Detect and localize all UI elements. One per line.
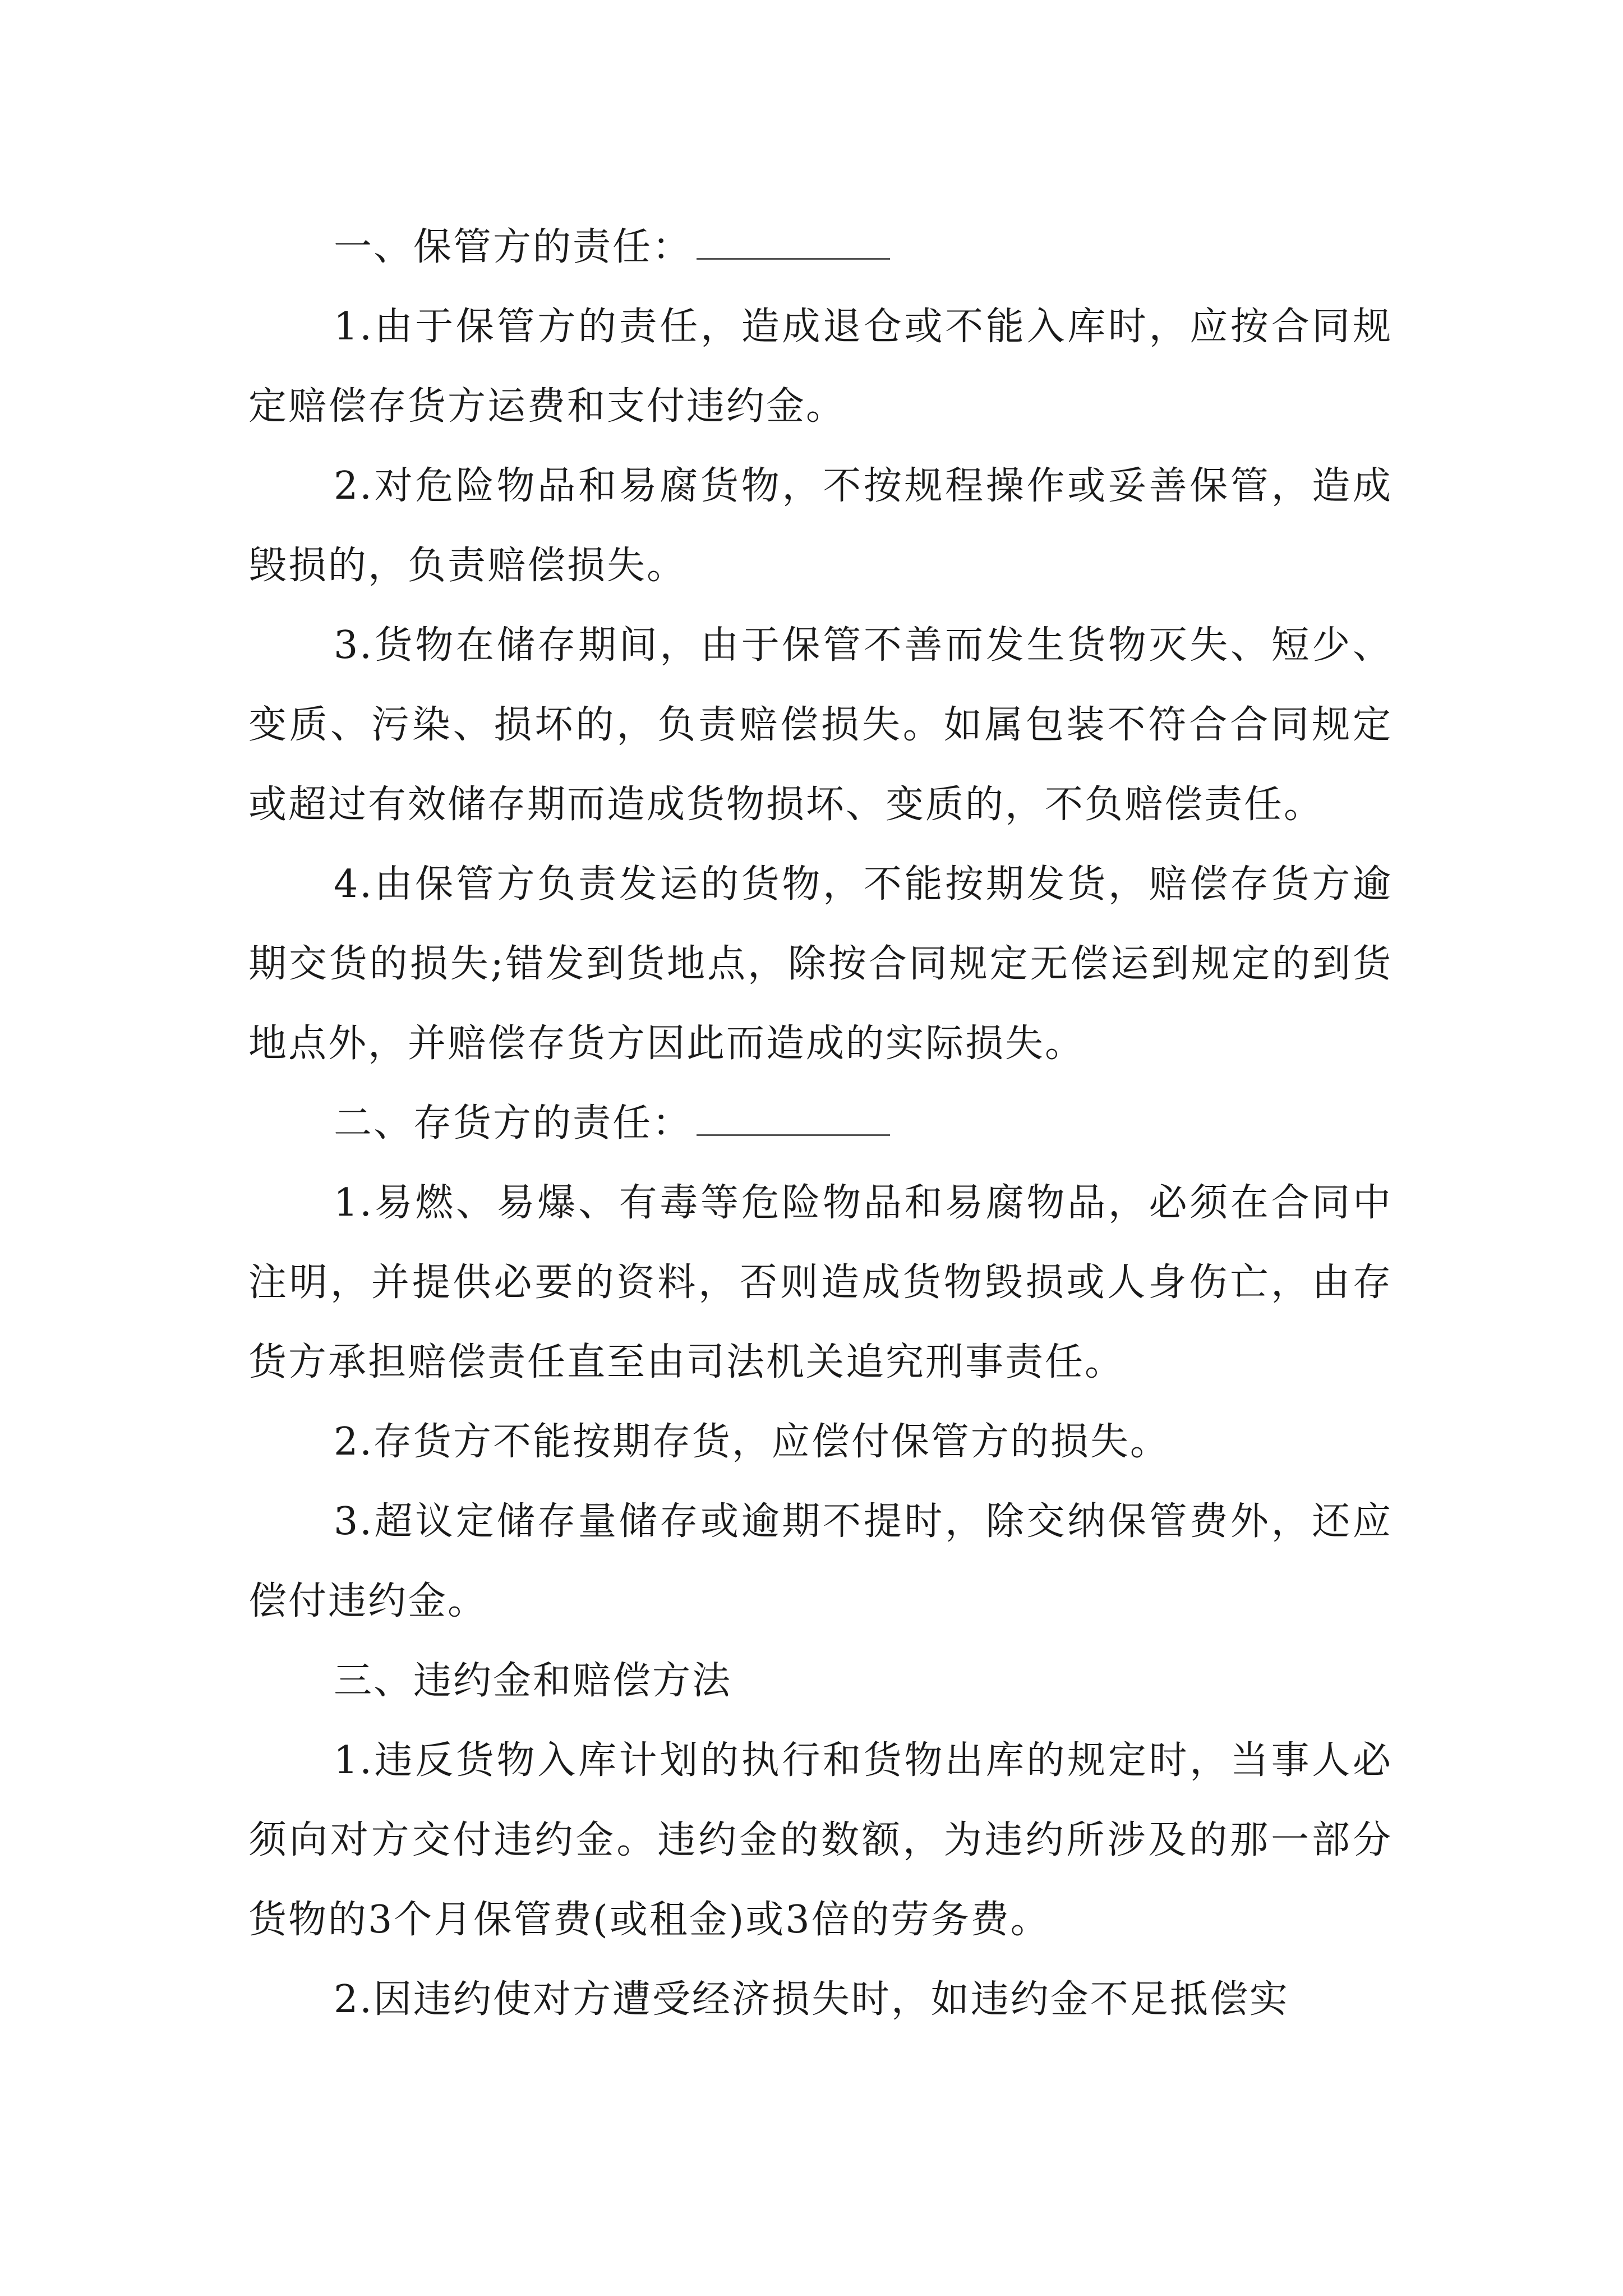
clause-item: 3.货物在储存期间，由于保管不善而发生货物灭失、短少、变质、污染、损坏的，负责赔偿损失。如属包装不符合合同规定或超过有效储存期而造成货物损坏、变质的，不负赔偿责任。: [248, 623, 1393, 827]
section-heading-custodian: [248, 208, 1393, 287]
clause-item: 2.存货方不能按期存货，应偿付保管方的损失。: [334, 1420, 1170, 1464]
section-heading-text: 二、存货方的责任：: [334, 1101, 693, 1145]
document-body: [248, 208, 1393, 2040]
clause-item: 1.由于保管方的责任，造成退仓或不能入库时，应按合同规定赔偿存货方运费和支付违约金。: [248, 305, 1393, 429]
clause-item: 1.违反货物入库计划的执行和货物出库的规定时，当事人必须向对方交付违约金。违约金的数额，为违约所涉及的那一部分货物的3个月保管费(或租金)或3倍的劳务费。: [248, 1738, 1393, 1942]
fill-in-blank[interactable]: [697, 228, 890, 260]
clause-item: 2.对危险物品和易腐货物，不按规程操作或妥善保管，造成毁损的，负责赔偿损失。: [248, 464, 1393, 588]
clause-item: 2.因违约使对方遭受经济损失时，如违约金不足抵偿实: [334, 1977, 1289, 2022]
clause-item: 1.易燃、易爆、有毒等危险物品和易腐物品，必须在合同中注明，并提供必要的资料，否则造成货物毁损或人身伤亡，由存货方承担赔偿责任直至由司法机关追究刑事责任。: [248, 1181, 1393, 1384]
clause-item: 3.超议定储存量储存或逾期不提时，除交纳保管费外，还应偿付违约金。: [248, 1499, 1393, 1623]
section-heading-penalty: [248, 1641, 1393, 1721]
fill-in-blank[interactable]: [697, 1104, 890, 1136]
section-heading-depositor: [248, 1084, 1393, 1163]
section-heading-text: 一、保管方的责任：: [334, 225, 693, 269]
clause-item: 4.由保管方负责发运的货物，不能按期发货，赔偿存货方逾期交货的损失;错发到货地点，除按合同规定无偿运到规定的到货地点外，并赔偿存货方因此而造成的实际损失。: [248, 862, 1393, 1066]
section-heading-text: 三、违约金和赔偿方法: [334, 1659, 732, 1703]
